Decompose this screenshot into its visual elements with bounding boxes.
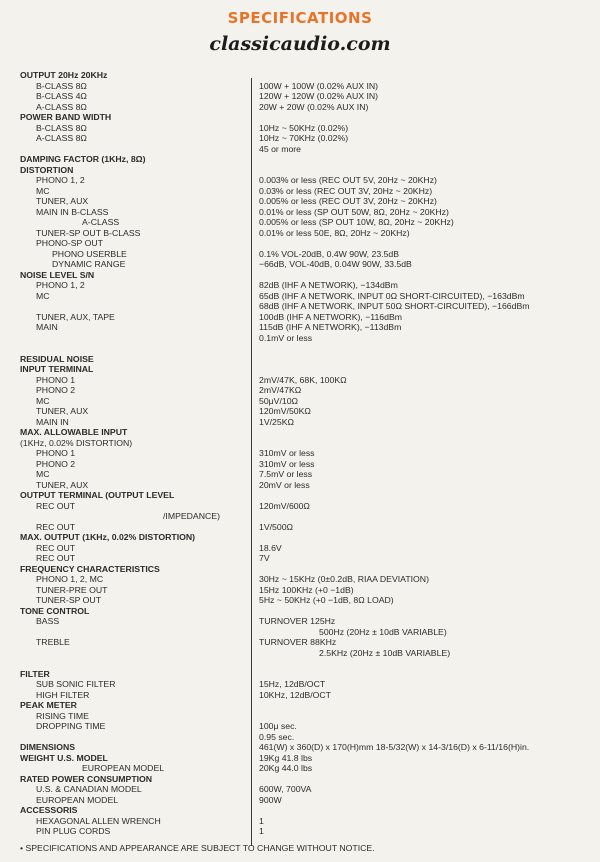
spec-value: −66dB, VOL-40dB, 0.04W 90W, 33.5dB [259,259,412,269]
spec-label: DAMPING FACTOR (1KHz, 8Ω) [20,154,146,164]
spec-value: 2mV/47KΩ [259,385,302,395]
spec-value: 20Kg 44.0 lbs [259,763,313,773]
spec-row [0,396,600,407]
spec-row [0,228,600,239]
spec-value: 1V/25KΩ [259,416,294,427]
spec-row [0,427,600,438]
spec-row [0,679,600,690]
spec-row [0,564,600,575]
spec-value: 0.005% or less (SP OUT 10W, 8Ω, 20Hz ~ 20KHz) [259,217,454,227]
spec-value: 45 or more [259,143,302,154]
spec-row [0,480,600,491]
spec-row [0,343,600,354]
spec-label: PHONO 2 [36,385,76,395]
spec-row [0,511,600,522]
spec-value: 600W, 700VA [259,784,312,794]
spec-label: POWER BAND WIDTH [20,112,112,122]
spec-row [0,270,600,281]
spec-label: A-CLASS [82,217,120,227]
spec-row [0,102,600,113]
spec-label: MC [36,185,50,196]
spec-label: PHONO 1, 2 [36,175,85,185]
spec-label: PHONO USERBLE [52,248,127,259]
spec-row [0,459,600,470]
spec-row [0,448,600,459]
spec-label: EUROPEAN MODEL [36,794,119,805]
spec-row [0,784,600,795]
spec-value: 18.6V [259,542,282,553]
spec-value: 500Hz (20Hz ± 10dB VARIABLE) [319,626,447,637]
spec-value: 10Hz ~ 70KHz (0.02%) [259,133,349,143]
spec-label: REC OUT [36,542,76,553]
spec-label: OUTPUT 20Hz 20KHz [20,70,108,80]
spec-row [0,490,600,501]
spec-value: 461(W) x 360(D) x 170(H)mm 18-5/32(W) x 14-3/16(D) x 6-11/16(H)in. [259,742,530,752]
spec-value: 30Hz ~ 15KHz (0±0.2dB, RIAA DEVIATION) [259,574,429,584]
spec-label: DYNAMIC RANGE [52,259,126,269]
spec-value: 15Hz 100KHz (+0 −1dB) [259,584,354,595]
spec-value: 0.01% or less (SP OUT 50W, 8Ω, 20Hz ~ 20KHz) [259,206,449,217]
spec-label: PHONO-SP OUT [36,238,103,248]
spec-row [0,154,600,165]
spec-value: 7V [259,553,270,563]
spec-label: PHONO 1 [36,448,76,458]
spec-label: BASS [36,616,60,626]
spec-label: WEIGHT U.S. MODEL [20,752,108,763]
spec-label: TUNER, AUX [36,196,89,206]
spec-label: TUNER, AUX, TAPE [36,311,115,322]
spec-label: B-CLASS 8Ω [36,122,87,133]
spec-row [0,606,600,617]
spec-row [0,417,600,428]
spec-row [0,742,600,753]
spec-label: MAIN [36,322,58,332]
spec-row [0,553,600,564]
spec-value: 10Hz ~ 50KHz (0.02%) [259,122,349,133]
spec-label: FREQUENCY CHARACTERISTICS [20,563,160,574]
spec-label: FILTER [20,668,50,679]
spec-value: 5Hz ~ 50KHz (+0 −1dB, 8Ω LOAD) [259,595,394,605]
spec-row [0,238,600,249]
spec-row [0,532,600,543]
spec-label: OUTPUT TERMINAL (OUTPUT LEVEL [20,490,175,500]
spec-row [0,217,600,228]
spec-label: PHONO 1, 2, MC [36,574,104,584]
spec-value: 0.005% or less (REC OUT 3V, 20Hz ~ 20KHz) [259,196,437,206]
spec-value: 2.5KHz (20Hz ± 10dB VARIABLE) [319,647,451,658]
spec-label: TONE CONTROL [20,605,90,616]
spec-label: HIGH FILTER [36,689,90,700]
spec-value: 20W + 20W (0.02% AUX IN) [259,101,369,112]
spec-label: PEAK METER [20,700,77,710]
spec-value: 115dB (IHF A NETWORK), −113dBm [259,322,402,332]
spec-label: B-CLASS 4Ω [36,91,87,101]
spec-row [0,753,600,764]
spec-label: TUNER-PRE OUT [36,584,108,595]
spec-row [0,648,600,659]
spec-label: TUNER-SP OUT B-CLASS [36,227,141,238]
spec-label: A-CLASS 8Ω [36,101,87,112]
spec-row [0,816,600,827]
spec-row [0,175,600,186]
spec-label: SUB SONIC FILTER [36,679,116,689]
spec-label: A-CLASS 8Ω [36,133,87,143]
page-title: SPECIFICATIONS [227,9,373,27]
spec-value: 120mV/50KΩ [259,406,311,416]
footnote: • SPECIFICATIONS AND APPEARANCE ARE SUBJECT TO CHANGE WITHOUT NOTICE. [20,843,375,853]
spec-row [0,375,600,386]
spec-row [0,165,600,176]
spec-label: PHONO 2 [36,458,76,469]
spec-row [0,763,600,774]
spec-label: MAX. OUTPUT (1KHz, 0.02% DISTORTION) [20,532,196,542]
spec-value: 10KHz, 12dB/OCT [259,689,331,700]
spec-value: 0.01% or less 50E, 8Ω, 20Hz ~ 20KHz) [259,227,410,238]
spec-row [0,406,600,417]
spec-value: TURNOVER 88KHz [259,637,337,647]
spec-row [0,322,600,333]
spec-label: RESIDUAL NOISE [20,353,94,364]
spec-row [0,123,600,134]
spec-row [0,637,600,648]
spec-row [0,196,600,207]
spec-row [0,805,600,816]
spec-value: 100μ sec. [259,721,297,731]
spec-row [0,669,600,680]
spec-row [0,70,600,81]
spec-value: 120W + 120W (0.02% AUX IN) [259,91,379,101]
spec-row [0,585,600,596]
spec-row [0,91,600,102]
spec-value: 900W [259,794,282,805]
spec-value: 20mV or less [259,479,310,490]
spec-row [0,301,600,312]
spec-row [0,826,600,837]
spec-row [0,280,600,291]
spec-label: PHONO 1 [36,374,76,385]
spec-value: TURNOVER 125Hz [259,616,336,626]
spec-row [0,333,600,344]
spec-row [0,469,600,480]
spec-row [0,690,600,701]
spec-row [0,732,600,743]
spec-value: 15Hz, 12dB/OCT [259,679,326,689]
spec-value: 120mV/600Ω [259,500,310,511]
spec-label: PHONO 1, 2 [36,280,85,290]
spec-row [0,658,600,669]
spec-value: 0.1mV or less [259,332,313,343]
spec-value: 0.95 sec. [259,731,295,742]
spec-label: TUNER, AUX [36,406,89,416]
spec-value: 0.003% or less (REC OUT 5V, 20Hz ~ 20KHz) [259,175,437,185]
spec-value: 1V/500Ω [259,521,294,532]
watermark: classicaudio.com [209,33,391,55]
spec-row [0,543,600,554]
spec-label: RATED POWER CONSUMPTION [20,773,153,784]
spec-row [0,364,600,375]
spec-label: MAIN IN B-CLASS [36,206,109,217]
spec-row [0,112,600,123]
spec-label: RISING TIME [36,710,89,721]
spec-label: DROPPING TIME [36,721,106,731]
spec-value: 310mV or less [259,448,315,458]
spec-row [0,291,600,302]
spec-row [0,774,600,785]
spec-label: /IMPEDANCE) [163,511,220,521]
spec-label: MC [36,469,50,479]
spec-row [0,595,600,606]
spec-row [0,354,600,365]
spec-label: MC [36,290,50,301]
spec-row [0,438,600,449]
spec-label: REC OUT [36,500,76,511]
spec-value: 1 [259,826,264,836]
spec-row [0,627,600,638]
spec-row [0,574,600,585]
spec-row [0,207,600,218]
spec-table [0,70,600,837]
spec-label: MC [36,395,50,406]
spec-label: PIN PLUG CORDS [36,826,111,836]
spec-value: 100dB (IHF A NETWORK), −116dBm [259,311,402,322]
spec-label: ACCESSORIS [20,805,78,815]
spec-row [0,81,600,92]
spec-row [0,144,600,155]
spec-label: B-CLASS 8Ω [36,80,87,91]
spec-value: 0.1% VOL-20dB, 0.4W 90W, 23.5dB [259,248,400,259]
spec-label: EUROPEAN MODEL [82,763,165,773]
spec-label: TUNER, AUX [36,479,89,490]
spec-row [0,249,600,260]
spec-row [0,795,600,806]
spec-row [0,186,600,197]
spec-value: 0.03% or less (REC OUT 3V, 20Hz ~ 20KHz) [259,185,433,196]
spec-row [0,522,600,533]
spec-value: 100W + 100W (0.02% AUX IN) [259,80,379,91]
spec-row [0,259,600,270]
spec-label: INPUT TERMINAL [20,364,94,374]
spec-row [0,312,600,323]
spec-label: NOISE LEVEL S/N [20,269,95,280]
spec-row [0,501,600,512]
spec-label: DIMENSIONS [20,742,76,752]
spec-row [0,721,600,732]
spec-label: MAX. ALLOWABLE INPUT [20,427,128,437]
spec-value: 310mV or less [259,458,315,469]
spec-label: TUNER-SP OUT [36,595,101,605]
spec-row [0,616,600,627]
spec-row [0,385,600,396]
spec-row [0,700,600,711]
spec-label: REC OUT [36,553,76,563]
spec-label: MAIN IN [36,416,69,427]
spec-value: 7.5mV or less [259,469,313,479]
spec-label: U.S. & CANADIAN MODEL [36,784,142,794]
spec-label: (1KHz, 0.02% DISTORTION) [20,437,133,448]
spec-label: TREBLE [36,637,70,647]
spec-row [0,133,600,144]
spec-row [0,711,600,722]
spec-value: 1 [259,815,264,826]
spec-value: 82dB (IHF A NETWORK), −134dBm [259,280,398,290]
spec-value: 19Kg 41.8 lbs [259,752,313,763]
spec-label: REC OUT [36,521,76,532]
spec-label: HEXAGONAL ALLEN WRENCH [36,815,161,826]
spec-value: 2mV/47K, 68K, 100KΩ [259,374,347,385]
spec-value: 50μV/10Ω [259,395,299,406]
spec-value: 65dB (IHF A NETWORK, INPUT 0Ω SHORT-CIRCUITED), −163dBm [259,290,525,301]
spec-label: DISTORTION [20,164,74,175]
spec-value: 68dB (IHF A NETWORK, INPUT 50Ω SHORT-CIRCUITED), −166dBm [259,301,530,311]
